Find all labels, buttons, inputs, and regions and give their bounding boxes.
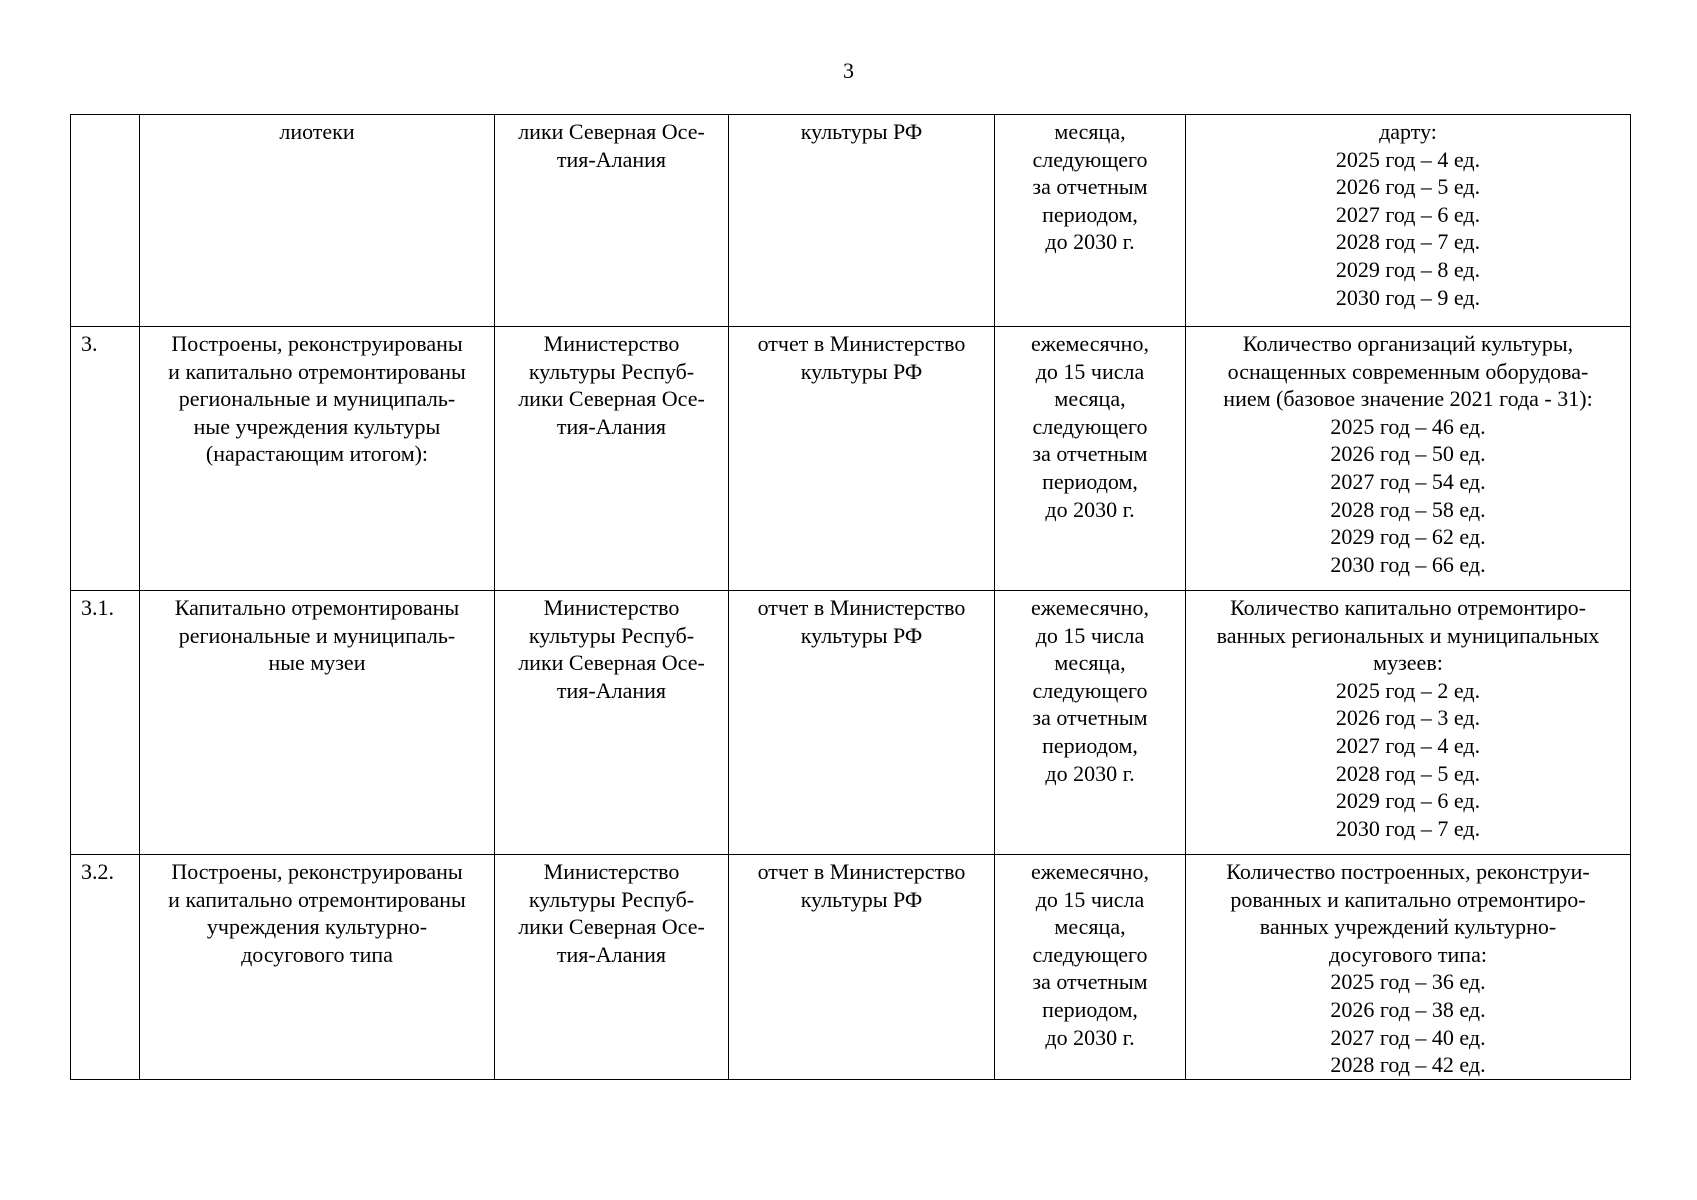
period-line: до 2030 г.	[1045, 760, 1135, 786]
result-cell	[140, 591, 495, 855]
responsible-line: Министерство	[543, 331, 680, 356]
responsible-cell	[495, 591, 729, 855]
period-line: следующего	[1032, 146, 1148, 172]
indicator-cell	[1186, 855, 1631, 1080]
period-line: за отчетным	[1032, 705, 1148, 731]
period-line: до 2030 г.	[1045, 496, 1135, 522]
indicator-line: 2025 год – 2 ед.	[1335, 677, 1481, 703]
period-line: за отчетным	[1032, 441, 1148, 467]
indicator-line: 2029 год – 8 ед.	[1335, 256, 1481, 282]
period-line: до 15 числа	[1035, 358, 1145, 384]
indicator-line: 2027 год – 6 ед.	[1335, 201, 1481, 227]
indicator-line: оснащенных современным оборудова-	[1227, 358, 1589, 384]
indicator-line: Количество капитально отремонтиро-	[1230, 595, 1586, 620]
indicator-line: 2025 год – 4 ед.	[1335, 146, 1481, 172]
indicator-cell	[1186, 327, 1631, 591]
indicator-cell	[1186, 115, 1631, 327]
indicator-line: рованных и капитально отремонтиро-	[1230, 886, 1586, 912]
indicator-line: 2030 год – 9 ед.	[1335, 284, 1481, 310]
period-line: до 15 числа	[1035, 622, 1145, 648]
indicator-line: 2028 год – 7 ед.	[1335, 229, 1481, 255]
report-line: отчет в Министерство	[757, 331, 966, 356]
result-line: лиотеки	[279, 119, 355, 144]
period-line: следующего	[1032, 677, 1148, 703]
result-cell	[140, 115, 495, 327]
period-line: периодом,	[1042, 201, 1138, 227]
report-cell	[729, 327, 995, 591]
period-line: до 2030 г.	[1045, 229, 1135, 255]
indicator-line: 2028 год – 58 ед.	[1330, 496, 1486, 522]
period-line: ежемесячно,	[1031, 595, 1149, 620]
period-line: периодом,	[1042, 468, 1138, 494]
indicator-line: нием (базовое значение 2021 года - 31):	[1223, 386, 1593, 412]
period-line: месяца,	[1054, 119, 1126, 144]
period-line: периодом,	[1042, 996, 1138, 1022]
table-row	[71, 327, 1631, 591]
responsible-line: тия-Алания	[556, 941, 667, 967]
indicator-line: 2030 год – 7 ед.	[1335, 815, 1481, 841]
row-number-cell: 3.	[71, 327, 140, 591]
responsible-line: Министерство	[543, 859, 680, 884]
period-line: месяца,	[1054, 914, 1126, 940]
indicator-line: 2028 год – 42 ед.	[1330, 1052, 1486, 1078]
report-line: культуры РФ	[800, 886, 923, 912]
result-line: региональные и муниципаль-	[178, 386, 456, 412]
result-line: Построены, реконструированы	[171, 331, 463, 356]
indicators-table	[70, 114, 1631, 1080]
period-line: до 2030 г.	[1045, 1024, 1135, 1050]
responsible-line: лики Северная Осе-	[518, 650, 705, 676]
period-line: ежемесячно,	[1031, 331, 1149, 356]
result-line: ные учреждения культуры	[193, 413, 441, 439]
responsible-line: культуры Респуб-	[528, 886, 695, 912]
page-number: 3	[843, 58, 854, 83]
result-line: ные музеи	[268, 650, 366, 676]
indicator-line: 2025 год – 36 ед.	[1330, 969, 1486, 995]
period-cell	[995, 327, 1186, 591]
table-row	[71, 855, 1631, 1080]
report-cell	[729, 855, 995, 1080]
indicator-line: 2027 год – 54 ед.	[1330, 468, 1486, 494]
row-number-cell: 3.2.	[71, 855, 140, 1080]
indicator-line: Количество организаций культуры,	[1242, 331, 1574, 356]
result-line: (нарастающим итогом):	[205, 441, 429, 467]
period-cell	[995, 591, 1186, 855]
indicator-line: 2029 год – 62 ед.	[1330, 524, 1486, 550]
responsible-line: культуры Респуб-	[528, 622, 695, 648]
report-cell	[729, 115, 995, 327]
responsible-line: лики Северная Осе-	[518, 914, 705, 940]
indicator-line: 2026 год – 38 ед.	[1330, 996, 1486, 1022]
indicator-line: ванных региональных и муниципальных	[1216, 622, 1600, 648]
responsible-line: тия-Алания	[556, 146, 667, 172]
result-line: Капитально отремонтированы	[174, 595, 460, 620]
row-number-cell	[71, 115, 140, 327]
result-line: Построены, реконструированы	[171, 859, 463, 884]
indicator-line: 2027 год – 40 ед.	[1330, 1024, 1486, 1050]
row-number-cell: 3.1.	[71, 591, 140, 855]
indicator-line: 2025 год – 46 ед.	[1330, 413, 1486, 439]
indicator-line: досугового типа:	[1329, 941, 1487, 967]
period-cell	[995, 855, 1186, 1080]
report-line: культуры РФ	[800, 119, 923, 144]
report-line: отчет в Министерство	[757, 859, 966, 884]
period-line: месяца,	[1054, 386, 1126, 412]
responsible-cell	[495, 327, 729, 591]
responsible-cell	[495, 855, 729, 1080]
period-line: следующего	[1032, 413, 1148, 439]
report-cell	[729, 591, 995, 855]
responsible-line: тия-Алания	[556, 677, 667, 703]
period-line: ежемесячно,	[1031, 859, 1149, 884]
indicator-line: 2030 год – 66 ед.	[1330, 551, 1486, 577]
result-line: и капитально отремонтированы	[168, 886, 466, 912]
period-cell	[995, 115, 1186, 327]
indicator-line: дарту:	[1379, 119, 1437, 144]
responsible-line: Министерство	[543, 595, 680, 620]
indicator-line: 2026 год – 3 ед.	[1335, 705, 1481, 731]
indicator-line: 2027 год – 4 ед.	[1335, 732, 1481, 758]
result-line: и капитально отремонтированы	[168, 358, 466, 384]
indicator-line: музеев:	[1373, 650, 1443, 676]
period-line: за отчетным	[1032, 969, 1148, 995]
period-line: за отчетным	[1032, 174, 1148, 200]
period-line: периодом,	[1042, 732, 1138, 758]
indicator-line: ванных учреждений культурно-	[1259, 914, 1557, 940]
indicator-line: 2026 год – 50 ед.	[1330, 441, 1486, 467]
responsible-line: лики Северная Осе-	[518, 386, 705, 412]
responsible-cell	[495, 115, 729, 327]
report-line: культуры РФ	[800, 622, 923, 648]
report-line: отчет в Министерство	[757, 595, 966, 620]
period-line: до 15 числа	[1035, 886, 1145, 912]
indicator-cell	[1186, 591, 1631, 855]
table-row	[71, 115, 1631, 327]
report-line: культуры РФ	[800, 358, 923, 384]
result-line: региональные и муниципаль-	[178, 622, 456, 648]
responsible-line: лики Северная Осе-	[518, 119, 705, 144]
responsible-line: тия-Алания	[556, 413, 667, 439]
indicator-line: Количество построенных, реконструи-	[1226, 859, 1590, 884]
result-cell	[140, 327, 495, 591]
indicator-line: 2028 год – 5 ед.	[1335, 760, 1481, 786]
period-line: месяца,	[1054, 650, 1126, 676]
result-cell	[140, 855, 495, 1080]
responsible-line: культуры Респуб-	[528, 358, 695, 384]
table-row	[71, 591, 1631, 855]
indicator-line: 2029 год – 6 ед.	[1335, 788, 1481, 814]
result-line: учреждения культурно-	[206, 914, 428, 940]
result-line: досугового типа	[241, 941, 393, 967]
indicator-line: 2026 год – 5 ед.	[1335, 174, 1481, 200]
period-line: следующего	[1032, 941, 1148, 967]
